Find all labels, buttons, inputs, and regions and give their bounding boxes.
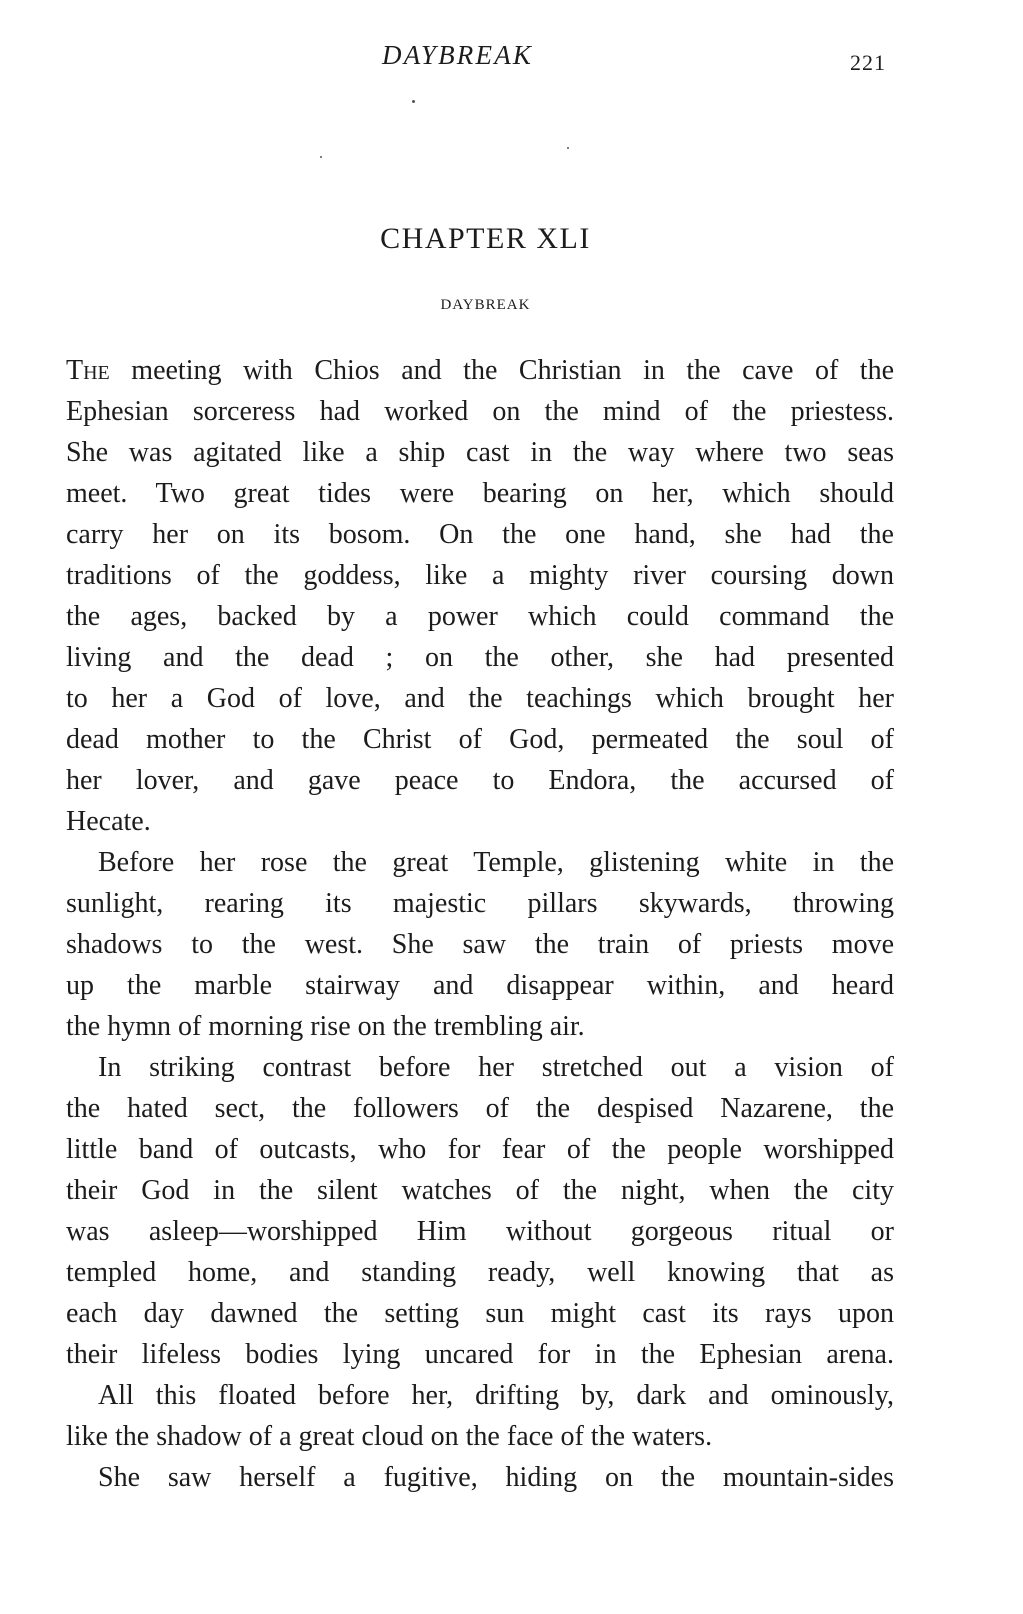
text-line: templed home, and standing ready, well knowing that as [66, 1257, 894, 1288]
text-line: the hated sect, the followers of the despised Nazarene, the [66, 1093, 894, 1124]
text-line: The meeting with Chios and the Christian in the cave of the [66, 355, 894, 386]
ink-speck [412, 100, 415, 103]
text-line: shadows to the west. She saw the train of priests move [66, 929, 894, 960]
text-line: like the shadow of a great cloud on the face of the waters. [66, 1421, 713, 1452]
text-line: meet. Two great tides were bearing on her, which should [66, 478, 894, 509]
page-number: 221 [850, 50, 886, 75]
text-line: sunlight, rearing its majestic pillars skywards, throwing [66, 888, 894, 919]
text-line: Hecate. [66, 806, 151, 837]
text-line: each day dawned the setting sun might cast its rays upon [66, 1298, 894, 1329]
first-word: The [66, 355, 110, 386]
text-line: Before her rose the great Temple, glistening white in the [98, 847, 894, 878]
text-line: the ages, backed by a power which could command the [66, 601, 894, 632]
text-line: living and the dead ; on the other, she had presented [66, 642, 894, 673]
text-line: was asleep—worshipped Him without gorgeous ritual or [66, 1216, 894, 1247]
running-head: DAYBREAK [382, 40, 534, 70]
ink-speck [320, 156, 322, 158]
chapter-subtitle: DAYBREAK [440, 297, 531, 313]
text-line: All this floated before her, drifting by, dark and ominously, [98, 1380, 894, 1411]
text-line: their God in the silent watches of the night, when the city [66, 1175, 894, 1206]
text-line: dead mother to the Christ of God, permeated the soul of [66, 724, 894, 755]
body-text [66, 350, 894, 1498]
text-line: her lover, and gave peace to Endora, the accursed of [66, 765, 894, 796]
text-line: to her a God of love, and the teachings which brought her [66, 683, 894, 714]
text-line: little band of outcasts, who for fear of the people worshipped [66, 1134, 894, 1165]
text-line: traditions of the goddess, like a mighty river coursing down [66, 560, 894, 591]
text-line: In striking contrast before her stretched out a vision of [98, 1052, 894, 1083]
text-line: their lifeless bodies lying uncared for in the Ephesian arena. [66, 1339, 894, 1370]
ink-speck [567, 147, 569, 149]
text-line: the hymn of morning rise on the trembling air. [66, 1011, 585, 1042]
text-line: up the marble stairway and disappear within, and heard [66, 970, 894, 1001]
text-line: She was agitated like a ship cast in the way where two seas [66, 437, 894, 468]
text-line: She saw herself a fugitive, hiding on the mountain-sides [98, 1462, 894, 1493]
text-line: carry her on its bosom. On the one hand, she had the [66, 519, 894, 550]
chapter-title: CHAPTER XLI [380, 222, 591, 255]
text-line: Ephesian sorceress had worked on the mind of the priestess. [66, 396, 894, 427]
